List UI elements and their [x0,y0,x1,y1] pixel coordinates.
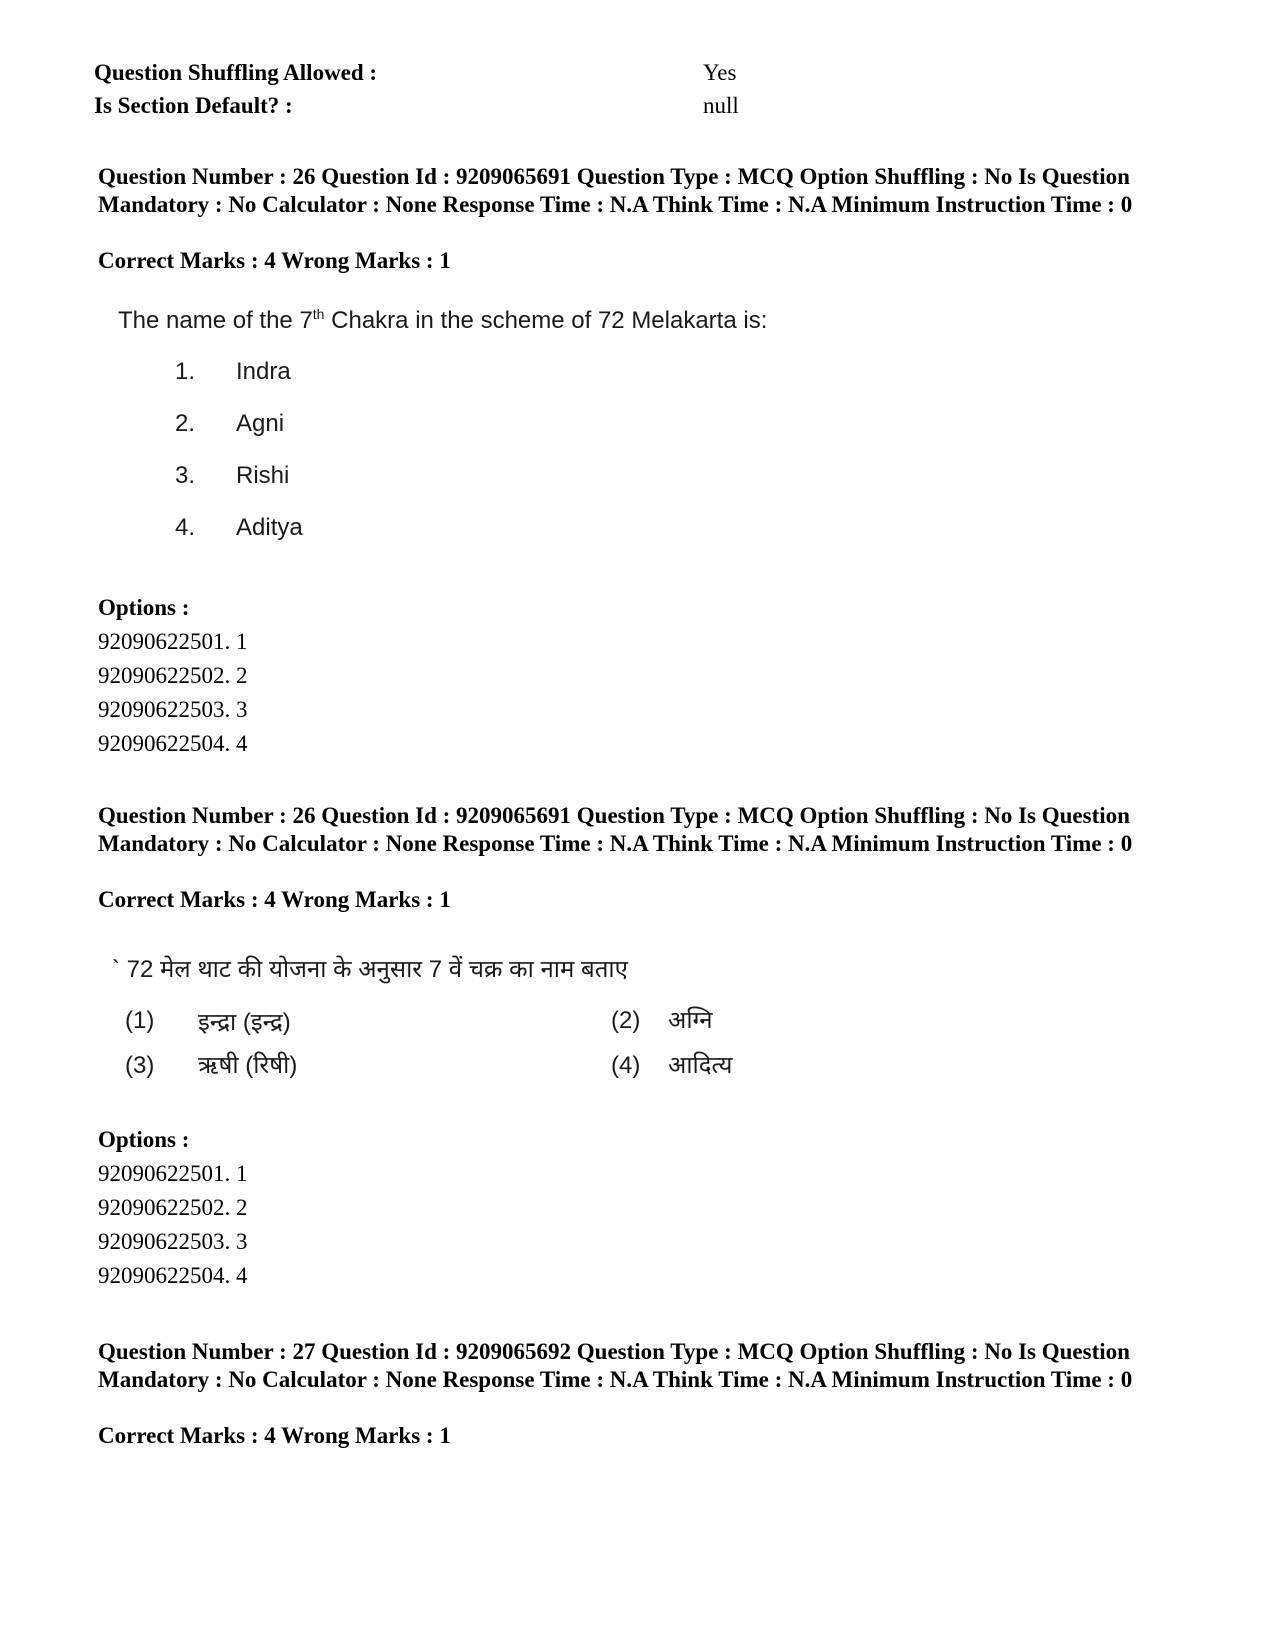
choice-number: 1. [175,358,196,385]
choice-number: (3) [125,1052,155,1079]
choice-label: इन्द्रा (इन्द्र) [198,1009,291,1036]
shuffling-label: Question Shuffling Allowed : [94,60,378,85]
question-marks-1: Correct Marks : 4 Wrong Marks : 1 [98,248,451,273]
option-line: 92090622504. 4 [98,1263,248,1288]
options-title-2: Options : [98,1127,190,1152]
choice-number: (4) [611,1052,641,1079]
choice-number: (1) [125,1007,155,1034]
option-line: 92090622504. 4 [98,731,248,756]
option-line: 92090622501. 1 [98,629,248,654]
options-title-1: Options : [98,595,190,620]
section-default-value: null [703,93,739,118]
option-line: 92090622503. 3 [98,1229,248,1254]
question-marks-3: Correct Marks : 4 Wrong Marks : 1 [98,1423,451,1448]
choice-label: Indra [236,358,291,385]
choice-label: आदित्य [668,1052,733,1079]
choice-label: Agni [236,410,285,437]
question-text-2: ` 72 मेल थाट की योजना के अनुसार 7 वें चक्र का नाम बताए [112,956,628,983]
question-header-1: Question Number : 26 Question Id : 9209065691 Question Type : MCQ Option Shuffling : No Is Question Mandatory : No Calculator : None Response Time : N.A Think Time : N.A Minimum Instruction Time : 0 [98,164,1133,217]
choice-number: 2. [175,410,196,437]
shuffling-value: Yes [703,60,737,85]
question-header-2: Question Number : 26 Question Id : 9209065691 Question Type : MCQ Option Shuffling : No Is Question Mandatory : No Calculator : None Response Time : N.A Think Time : N.A Minimum Instruction Time : 0 [98,803,1133,856]
choice-number: 4. [175,514,196,541]
option-line: 92090622503. 3 [98,697,248,722]
choice-label: Rishi [236,462,290,489]
option-line: 92090622501. 1 [98,1161,248,1186]
option-line: 92090622502. 2 [98,663,248,688]
section-default-label: Is Section Default? : [94,93,293,118]
question-header-3: Question Number : 27 Question Id : 9209065692 Question Type : MCQ Option Shuffling : No Is Question Mandatory : No Calculator : None Response Time : N.A Think Time : N.A Minimum Instruction Time : 0 [98,1339,1133,1392]
question-marks-2: Correct Marks : 4 Wrong Marks : 1 [98,887,451,912]
choice-label: Aditya [236,514,303,541]
choice-label: ऋषी (रिषी) [198,1052,298,1079]
option-line: 92090622502. 2 [98,1195,248,1220]
choice-number: (2) [611,1007,641,1034]
choice-number: 3. [175,462,196,489]
choice-label: अग्नि [668,1007,713,1034]
question-text-1: The name of the 7th Chakra in the scheme of 72 Melakarta is: [118,306,768,334]
